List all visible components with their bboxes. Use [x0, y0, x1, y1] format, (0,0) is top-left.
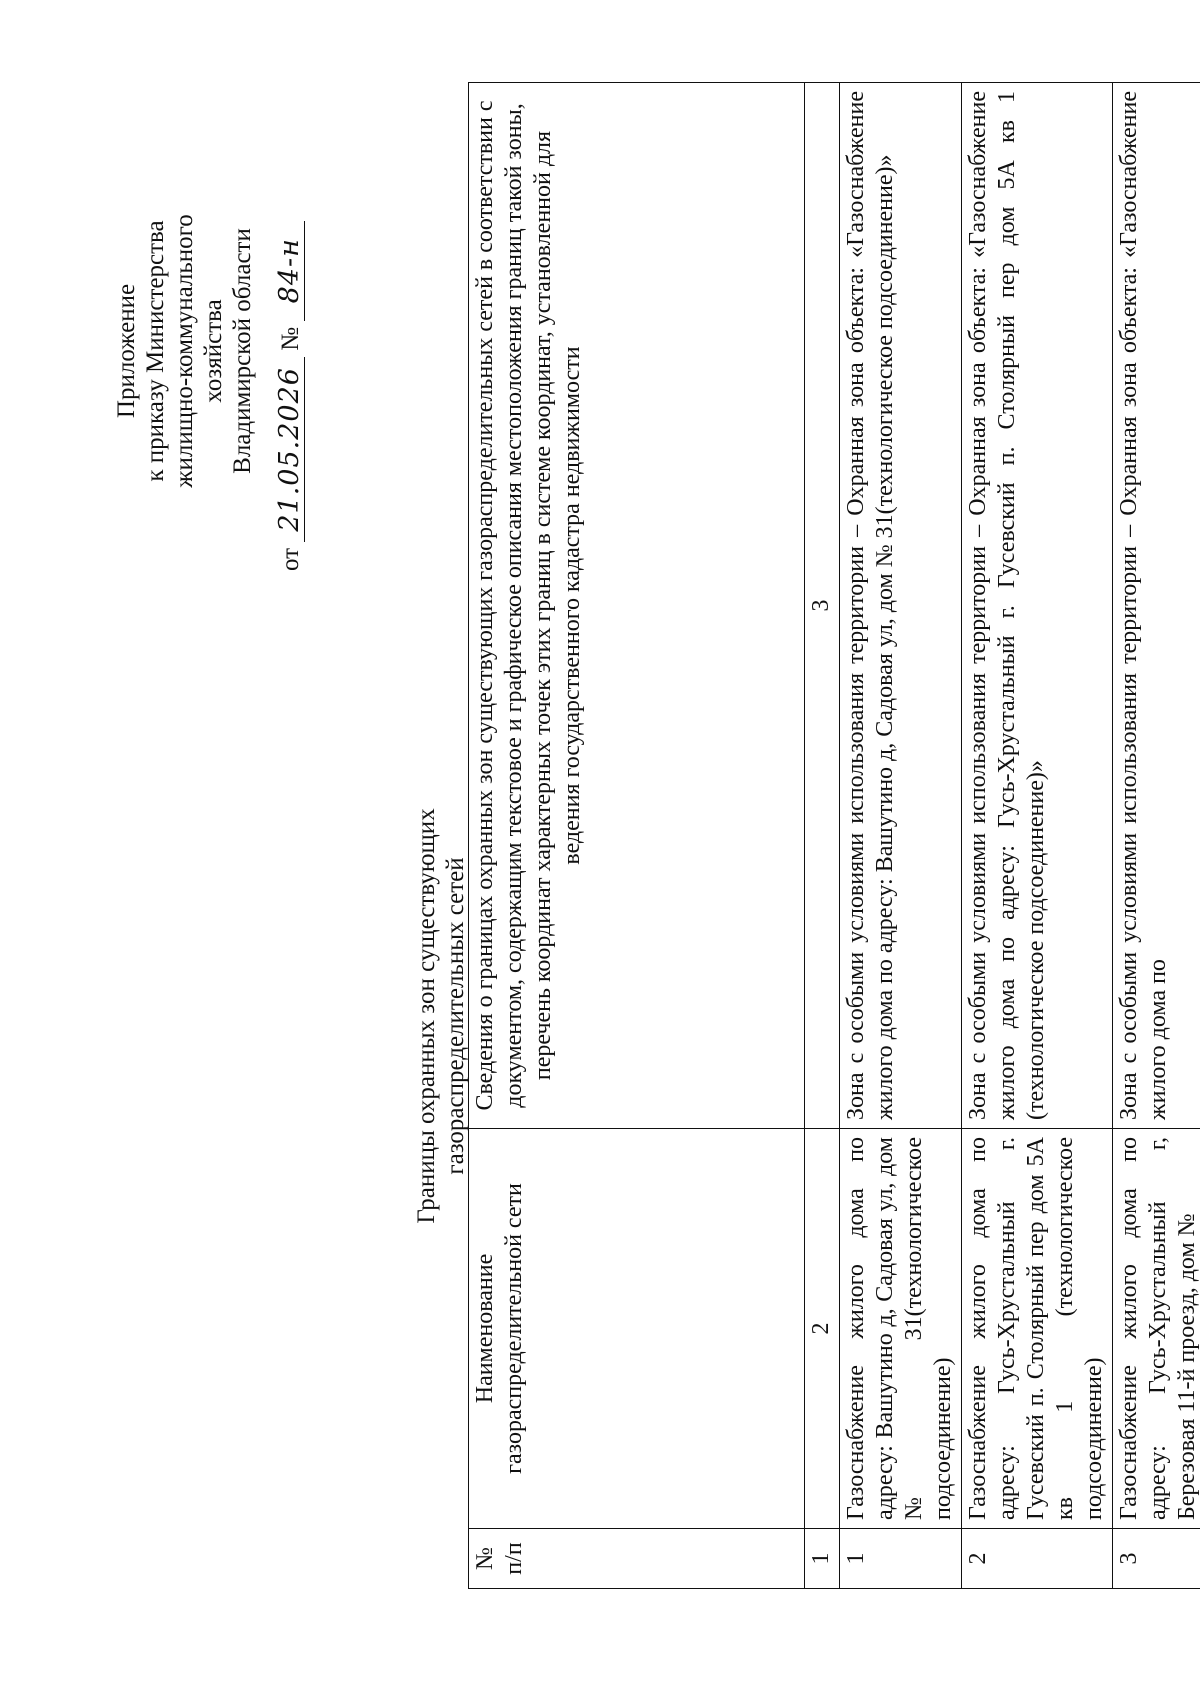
approval-line: Приложение: [113, 283, 140, 419]
row-name: Газоснабжение жилого дома по адресу: Гусь-Хрустальный г, Березовая 11-й проезд, дом №: [1113, 1129, 1200, 1529]
header-num: № п/п: [469, 1529, 805, 1589]
document-title: [412, 631, 470, 1401]
table-row: [1113, 83, 1200, 1589]
row-name: Газоснабжение жилого дома по адресу: Гусь-Хрустальный г. Гусевский п. Столярный пер дом 5А кв 1 (технологическое подсоединение): [962, 1129, 1113, 1529]
row-info: Зона с особыми условиями использования территории – Охранная зона объекта: «Газоснабжение жилого дома по адресу: Гусь-Хрустальный г. Гусевский п. Столярный пер дом 5А кв 1 (технологическое подсоединение)»: [962, 83, 1113, 1129]
approval-block: [112, 91, 305, 611]
header-info: Сведения о границах охранных зон существующих газораспределительных сетей в соответствии с документом, содержащим текстовое и графическое описания местоположения границ такой зоны, перечень координат характерных точек этих границ в системе координат, установленной для ведения государственного кадастра недвижимости: [469, 83, 805, 1129]
row-num: 2: [962, 1529, 1113, 1589]
column-number: 1: [805, 1529, 840, 1589]
date-prefix: от: [277, 547, 304, 571]
approval-line: жилищно-коммунального: [171, 214, 198, 488]
approval-line: хозяйства: [200, 299, 227, 403]
number-label: №: [277, 326, 304, 351]
handwritten-number: 84-н: [275, 221, 305, 321]
row-num: 3: [1113, 1529, 1200, 1589]
table-header-row: [469, 83, 805, 1589]
zones-table: [468, 82, 1200, 1589]
column-number-row: [805, 83, 840, 1589]
approval-line: Владимирской области: [229, 228, 256, 474]
handwritten-date: 21.05.2026: [275, 357, 305, 542]
approval-line: к приказу Министерства: [142, 220, 169, 482]
column-number: 2: [805, 1129, 840, 1529]
column-number: 3: [805, 83, 840, 1129]
row-num: 1: [840, 1529, 962, 1589]
table-row: [962, 83, 1113, 1589]
row-name: Газоснабжение жилого дома по адресу: Вашутино д, Садовая ул, дом № 31(технологическое подсоединение): [840, 1129, 962, 1529]
row-info: Зона с особыми условиями использования территории – Охранная зона объекта: «Газоснабжение жилого дома по адресу: Вашутино д, Садовая ул, дом № 31(технологическое подсоединение)»: [840, 83, 962, 1129]
header-name: Наименование газораспределительной сети: [469, 1129, 805, 1529]
title-line: газораспределительных сетей: [442, 857, 469, 1175]
table-row: [840, 83, 962, 1589]
row-info: Зона с особыми условиями использования территории – Охранная зона объекта: «Газоснабжение жилого дома по: [1113, 83, 1200, 1129]
approval-date-line: [275, 91, 305, 611]
title-line: Границы охранных зон существующих: [413, 808, 440, 1224]
